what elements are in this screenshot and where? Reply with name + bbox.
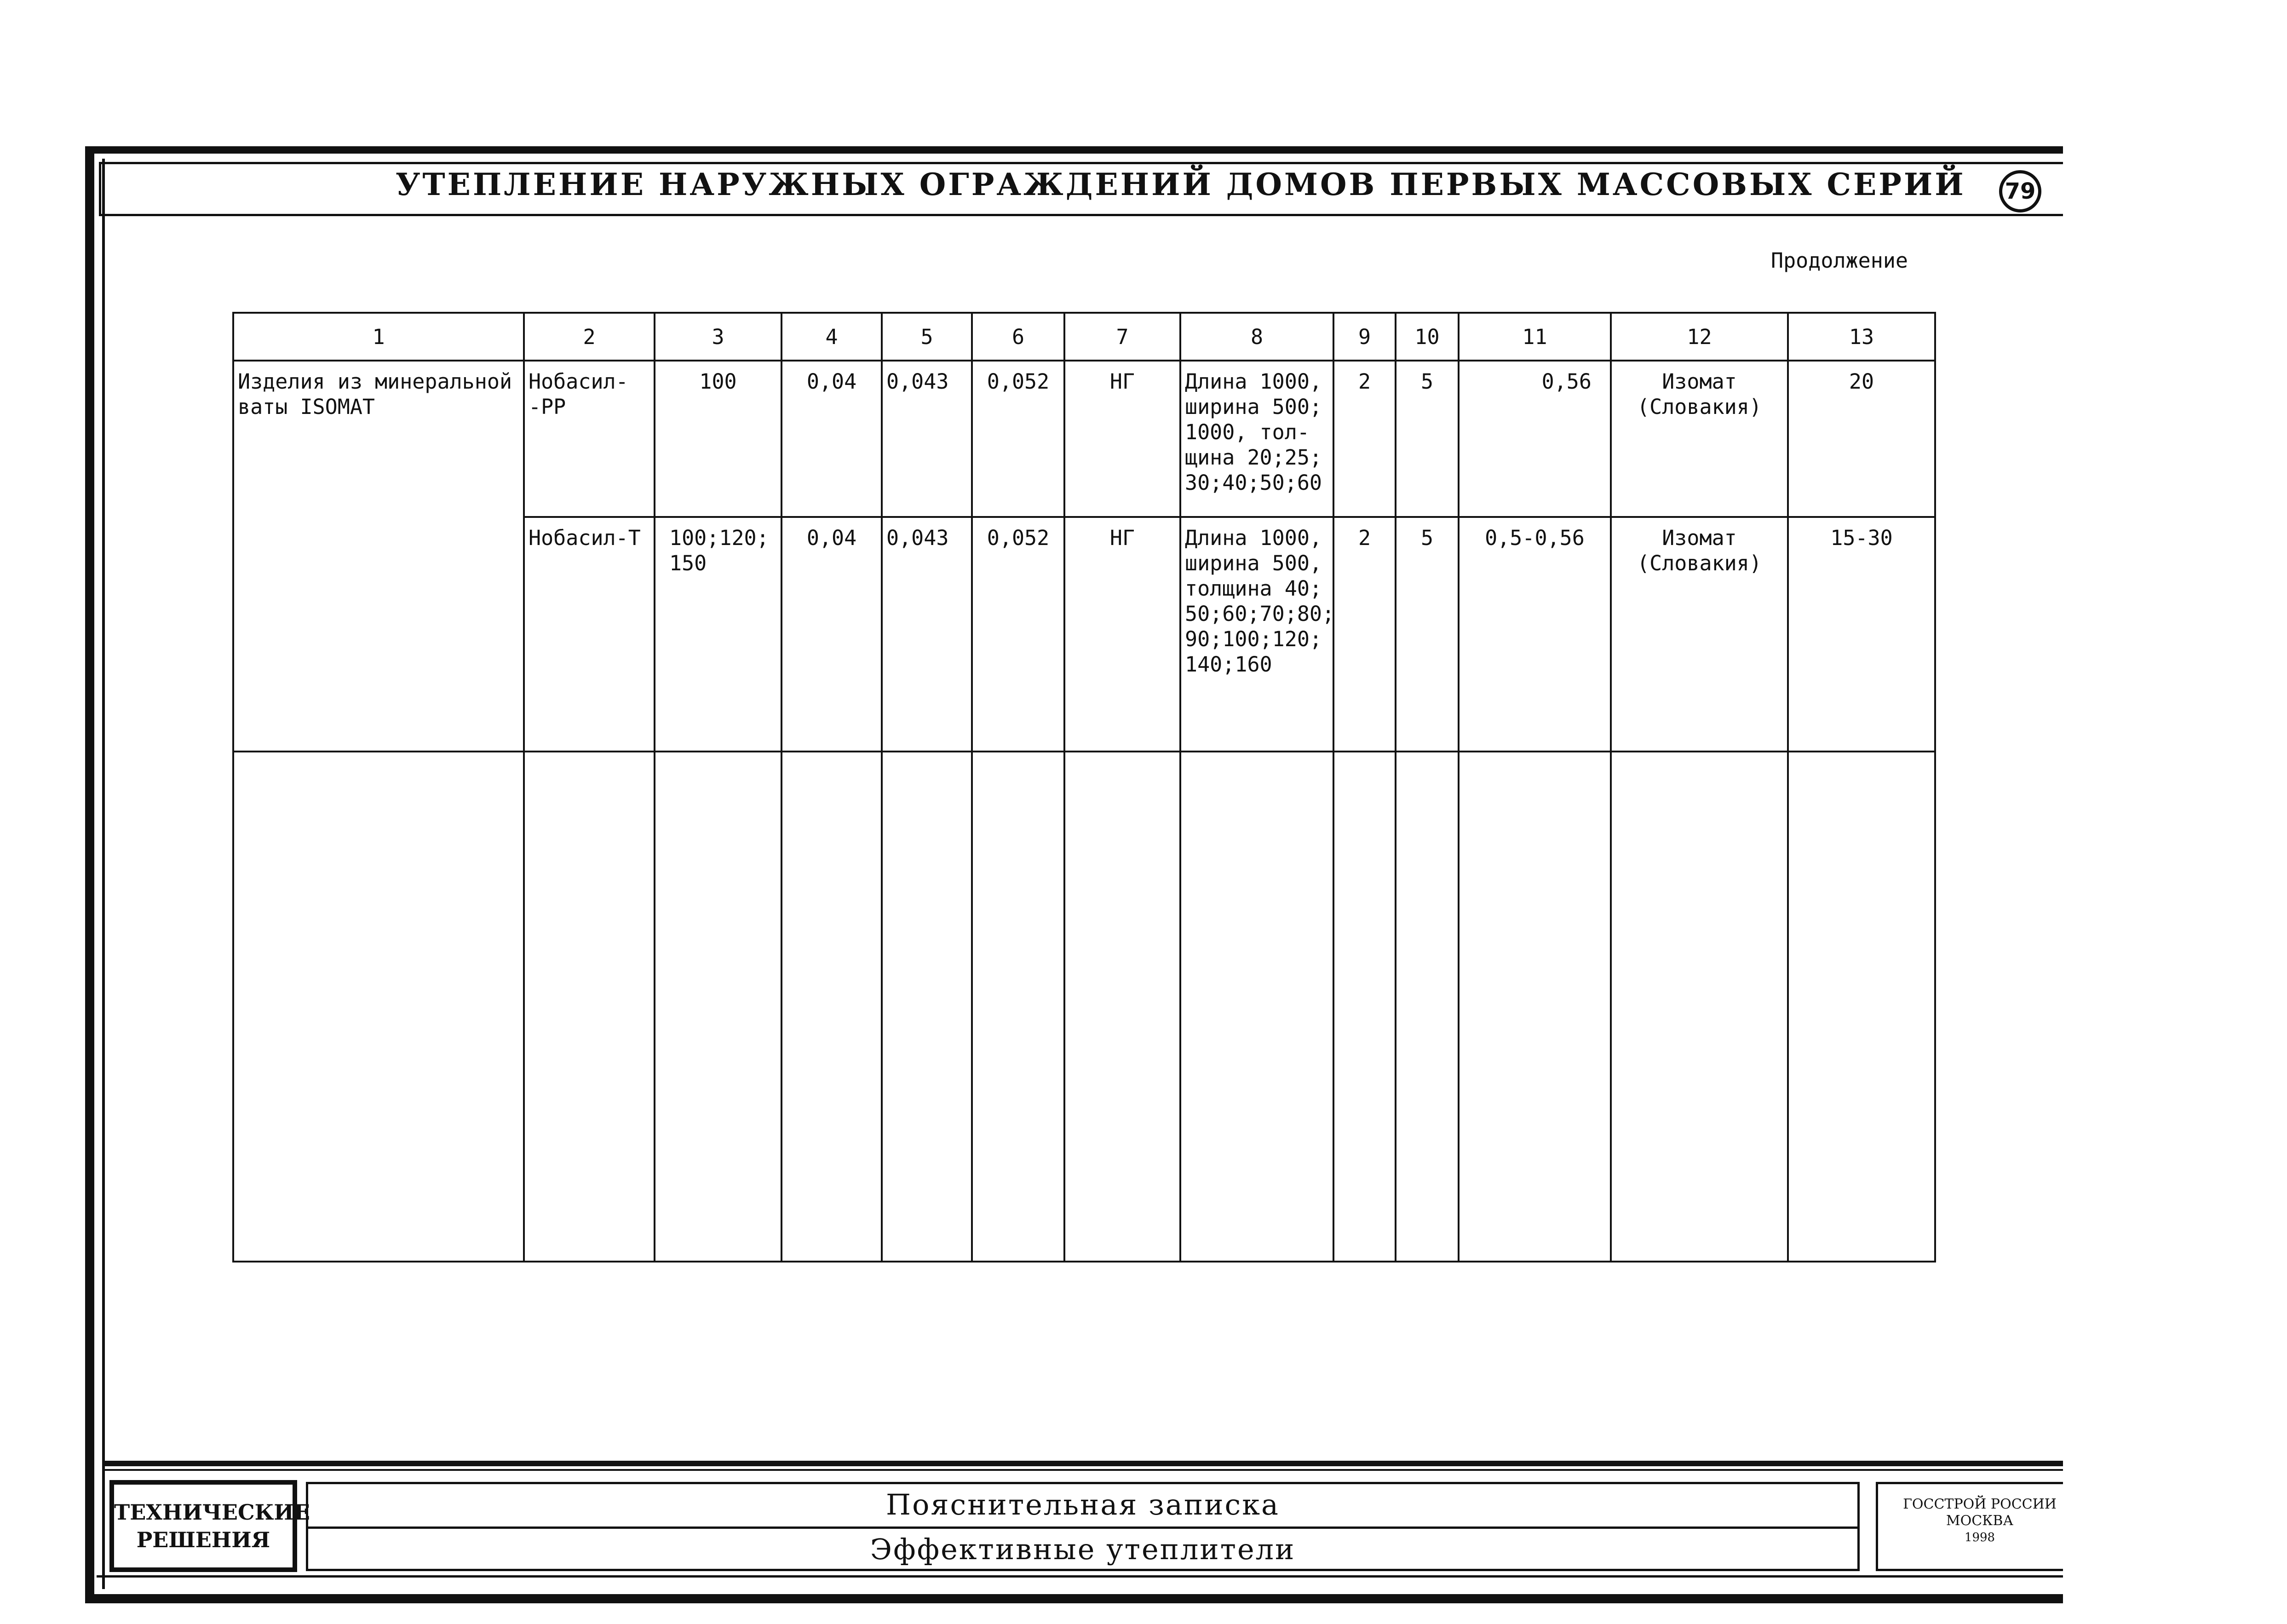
conductivity-b-cell: 0,052 (972, 517, 1064, 752)
column-number-row (233, 313, 1935, 361)
col13-cell: 15-30 (1788, 517, 1935, 752)
caption-divider (308, 1526, 1857, 1529)
column-number: 11 (1459, 313, 1611, 361)
publisher-line: МОСКВА (1946, 1513, 2014, 1529)
dimensions-cell (1180, 517, 1333, 752)
table-row (233, 361, 1935, 517)
col13-cell: 20 (1788, 361, 1935, 517)
col10-cell: 5 (1396, 361, 1459, 517)
dimensions-line: Длина 1000, (1185, 526, 1322, 550)
title-block-rule (105, 1461, 2063, 1466)
product-group-cell (233, 361, 524, 752)
dimensions-line: ширина 500; (1185, 395, 1322, 419)
column-number: 5 (882, 313, 972, 361)
manufacturer-line: (Словакия) (1637, 395, 1762, 419)
product-group-line: Изделия из минеральной (238, 369, 512, 394)
column-number: 2 (524, 313, 655, 361)
manufacturer-cell (1611, 517, 1788, 752)
dimensions-line: 50;60;70;80; (1185, 602, 1335, 626)
manufacturer-line: (Словакия) (1637, 551, 1762, 575)
density-line: 100;120; (669, 526, 769, 550)
column-number: 3 (655, 313, 781, 361)
conductivity-a-cell: 0,043 (882, 361, 972, 517)
caption-section: Пояснительная записка (886, 1488, 1280, 1521)
column-number: 9 (1333, 313, 1396, 361)
empty-cell (882, 752, 972, 1262)
empty-table-row (233, 752, 1935, 1262)
dimensions-line: 90;100;120; (1185, 627, 1322, 651)
empty-cell (655, 752, 781, 1262)
dimensions-line: щина 20;25; (1185, 445, 1322, 470)
empty-cell (781, 752, 882, 1262)
column-number: 10 (1396, 313, 1459, 361)
title-block-rule (105, 1469, 2063, 1471)
col9-cell: 2 (1333, 517, 1396, 752)
specification-table (232, 312, 1936, 1262)
empty-cell (1064, 752, 1180, 1262)
col9-cell: 2 (1333, 361, 1396, 517)
fire-class-cell: НГ (1064, 361, 1180, 517)
product-name-line: Нобасил- (529, 369, 628, 394)
column-number: 12 (1611, 313, 1788, 361)
density-line: 150 (669, 551, 707, 575)
product-name-line: Нобасил-Т (529, 526, 641, 550)
title-block-rule (97, 1575, 2063, 1578)
caption-box (306, 1482, 1860, 1571)
frame-inner-rule (102, 159, 105, 1589)
conductivity-cell: 0,04 (781, 517, 882, 752)
dimensions-line: 140;160 (1185, 652, 1272, 677)
series-stamp (109, 1480, 310, 1572)
manufacturer-cell (1611, 361, 1788, 517)
product-name-cell (524, 517, 655, 752)
column-number: 6 (972, 313, 1064, 361)
caption-subject: Эффективные утеплители (870, 1532, 1296, 1566)
empty-cell (1333, 752, 1396, 1262)
empty-cell (1788, 752, 1935, 1262)
column-number: 8 (1180, 313, 1333, 361)
product-name-cell (524, 361, 655, 517)
conductivity-b-cell: 0,052 (972, 361, 1064, 517)
dimensions-line: 1000, тол- (1185, 420, 1310, 444)
col10-cell: 5 (1396, 517, 1459, 752)
stamp-line: ТЕХНИЧЕСКИЕ (114, 1500, 310, 1525)
conductivity-a-cell: 0,043 (882, 517, 972, 752)
dimensions-line: Длина 1000, (1185, 369, 1322, 394)
empty-cell (972, 752, 1064, 1262)
empty-cell (1396, 752, 1459, 1262)
density-cell: 100 (655, 361, 781, 517)
conductivity-cell: 0,04 (781, 361, 882, 517)
col11-cell: 0,56 (1459, 361, 1611, 517)
publication-year: 1998 (1964, 1531, 1995, 1544)
page-title: УТЕПЛЕНИЕ НАРУЖНЫХ ОГРАЖДЕНИЙ ДОМОВ ПЕРВЫХ МАССОВЫХ СЕРИЙ (396, 166, 1966, 202)
dimensions-line: толщина 40; (1185, 576, 1322, 601)
col11-cell: 0,5-0,56 (1459, 517, 1611, 752)
empty-cell (1180, 752, 1333, 1262)
fire-class-cell: НГ (1064, 517, 1180, 752)
empty-cell (233, 752, 524, 1262)
column-number: 1 (233, 313, 524, 361)
continuation-label: Продолжение (1771, 248, 1908, 273)
empty-cell (524, 752, 655, 1262)
dimensions-line: 30;40;50;60 (1185, 471, 1322, 495)
stamp-line: РЕШЕНИЯ (136, 1527, 270, 1552)
column-number: 13 (1788, 313, 1935, 361)
empty-cell (1459, 752, 1611, 1262)
empty-cell (1611, 752, 1788, 1262)
publisher-line: ГОССТРОЙ РОССИИ (1903, 1496, 2057, 1512)
page-number-badge: 79 (1999, 170, 2041, 212)
product-group-line: ваты ISOMAT (238, 395, 375, 419)
dimensions-line: ширина 500, (1185, 551, 1322, 575)
manufacturer-line: Изомат (1662, 526, 1737, 550)
column-number: 4 (781, 313, 882, 361)
manufacturer-line: Изомат (1662, 369, 1737, 394)
column-number: 7 (1064, 313, 1180, 361)
density-cell (655, 517, 781, 752)
publisher-block (1876, 1482, 2063, 1571)
product-name-line: -РР (529, 395, 566, 419)
dimensions-cell (1180, 361, 1333, 517)
